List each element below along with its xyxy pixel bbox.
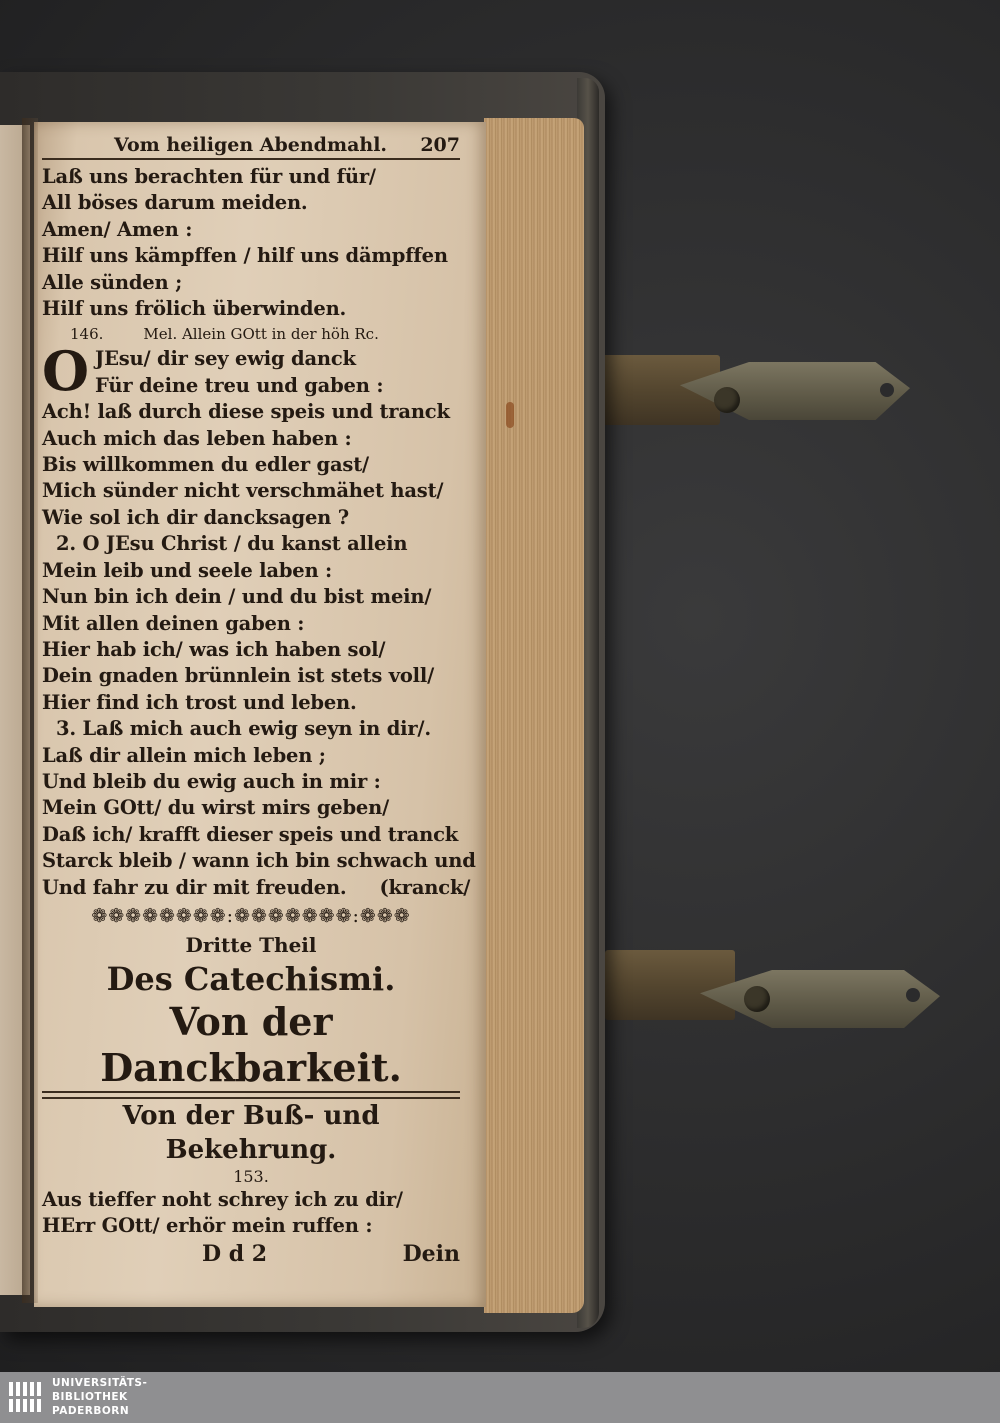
hymn-melody: Mel. Allein GOtt in der höh Rc.	[143, 325, 379, 344]
library-name-line1: UNIVERSITÄTS-	[52, 1377, 148, 1389]
library-name-line2: BIBLIOTHEK	[52, 1391, 128, 1403]
verse-line: Mit allen deinen gaben :	[42, 611, 305, 635]
clasp-hole-lower	[906, 988, 920, 1002]
verse-line: Für deine treu und gaben :	[95, 373, 384, 397]
verse-line: Und fahr zu dir mit freuden. (kranck/	[42, 875, 471, 899]
verse-line: Dein gnaden brünnlein ist stets voll/	[42, 664, 434, 688]
hymn-opening	[42, 339, 460, 404]
verse-line: Bis willkommen du edler gast/	[42, 453, 369, 477]
subheading: Von der Buß- und Bekehrung.	[42, 1097, 460, 1167]
verse-line: Mein GOtt/ du wirst mirs geben/	[42, 796, 390, 820]
verse-line: Daß ich/ krafft dieser speis und tranck	[42, 822, 459, 846]
library-logo-icon	[6, 1378, 44, 1416]
book-gutter	[22, 118, 38, 1303]
verse-line: JEsu/ dir sey ewig danck	[95, 347, 356, 371]
verse-line: 2. O JEsu Christ / du kanst allein	[56, 532, 408, 556]
hymn-header	[42, 322, 460, 346]
verse-line: Hier find ich trost und leben.	[42, 690, 357, 714]
verse-line: Mich sünder nicht verschmähet hast/	[42, 479, 444, 503]
clasp-rivet-upper	[714, 387, 740, 413]
verse-line: Alle sünden ;	[42, 270, 183, 294]
drop-cap: O	[42, 339, 90, 404]
running-head-title: Vom heiligen Abendmahl.	[114, 134, 388, 156]
clasp-strap-lower	[605, 950, 735, 1020]
library-name	[52, 1376, 147, 1418]
verse-line: Starck bleib / wann ich bin schwach und	[42, 849, 476, 873]
page-fore-edge	[484, 118, 584, 1313]
section-title-1: Des Catechismi.	[106, 959, 396, 998]
verse-line: Mein leib und seele laben :	[42, 558, 333, 582]
verse-line: Amen/ Amen :	[42, 217, 193, 241]
verse-line: Hier hab ich/ was ich haben sol/	[42, 637, 386, 661]
verse-line: 3. Laß mich auch ewig seyn in dir/.	[56, 717, 431, 741]
verse-line: Ach! laß durch diese speis und tranck	[42, 400, 450, 424]
clasp-rivet-lower	[744, 986, 770, 1012]
verse-line: All böses darum meiden.	[42, 191, 308, 215]
section-title-2: Von der Danckbarkeit.	[42, 999, 460, 1093]
verse-line: Hilf uns kämpffen / hilf uns dämpffen	[42, 244, 448, 268]
verse-line: Hilf uns frölich überwinden.	[42, 297, 347, 321]
page-text	[42, 134, 476, 1268]
ornament-rule: ❁❁❁❁❁❁❁❁:❁❁❁❁❁❁❁:❁❁❁	[91, 904, 411, 927]
verse-line: Laß uns berachten für und für/	[42, 165, 376, 188]
verse-line: Wie sol ich dir dancksagen ?	[42, 505, 349, 529]
catchword: Dein	[402, 1240, 460, 1267]
page-footer	[42, 1240, 460, 1268]
next-hymn-number: 153.	[233, 1166, 269, 1186]
library-name-line3: PADERBORN	[52, 1405, 130, 1417]
verse-line: Aus tieffer noht schrey ich zu dir/	[42, 1187, 403, 1211]
running-head	[42, 134, 460, 160]
section-label: Dritte Theil	[185, 932, 317, 957]
verse-line: Nun bin ich dein / und du bist mein/	[42, 585, 432, 609]
verse-line: Und bleib du ewig auch in mir :	[42, 769, 381, 793]
library-footer-bar	[0, 1372, 1000, 1423]
verse-line: HErr GOtt/ erhör mein ruffen :	[42, 1214, 373, 1238]
page-stain	[506, 402, 514, 428]
page-number: 207	[420, 134, 460, 156]
verse-line: Auch mich das leben haben :	[42, 426, 352, 450]
clasp-hole-upper	[880, 383, 894, 397]
hymn-number: 146.	[70, 325, 104, 344]
verse-line: Laß dir allein mich leben ;	[42, 743, 326, 767]
signature-mark: D d 2	[202, 1240, 268, 1267]
